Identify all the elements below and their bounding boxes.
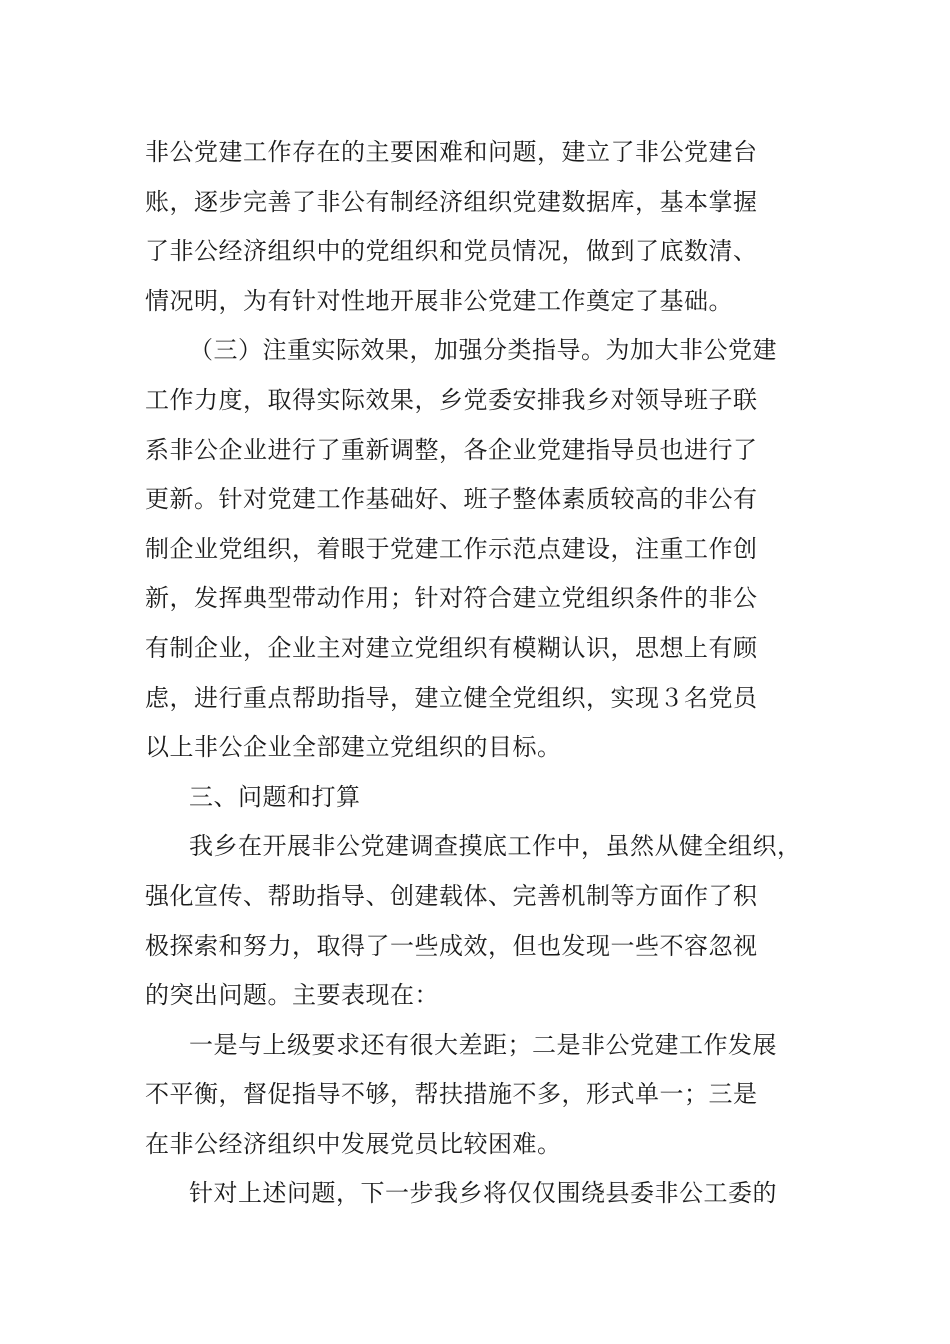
section-heading: 三、问题和打算 xyxy=(189,782,361,811)
text-line: 非公党建工作存在的主要困难和问题，建立了非公党建台 xyxy=(145,138,758,166)
text-line: 在非公经济组织中发展党员比较困难。 xyxy=(145,1129,562,1158)
text-line: 有制企业，企业主对建立党组织有模糊认识，思想上有顾 xyxy=(145,633,758,662)
text-line: 更新。针对党建工作基础好、班子整体素质较高的非公有 xyxy=(145,485,758,514)
text-line: 制企业党组织，着眼于党建工作示范点建设，注重工作创 xyxy=(145,534,758,563)
text-line: 针对上述问题，下一步我乡将仅仅围绕县委非公工委的 xyxy=(189,1179,777,1208)
text-line: 情况明，为有针对性地开展非公党建工作奠定了基础。 xyxy=(145,286,733,315)
text-line: 极探索和努力，取得了一些成效，但也发现一些不容忽视 xyxy=(145,931,758,960)
text-line: 的突出问题。主要表现在： xyxy=(145,981,439,1010)
document-body xyxy=(145,128,815,1219)
text-line: 账，逐步完善了非公有制经济组织党建数据库，基本掌握 xyxy=(145,187,758,216)
text-line: 强化宣传、帮助指导、创建载体、完善机制等方面作了积 xyxy=(145,881,758,910)
text-line: 虑，进行重点帮助指导，建立健全党组织，实现３名党员 xyxy=(145,683,758,712)
text-line: 了非公经济组织中的党组织和党员情况，做到了底数清、 xyxy=(145,237,758,266)
text-line: 以上非公企业全部建立党组织的目标。 xyxy=(145,733,562,762)
text-line: 一是与上级要求还有很大差距；二是非公党建工作发展 xyxy=(189,1030,777,1059)
text-line: 系非公企业进行了重新调整，各企业党建指导员也进行了 xyxy=(145,435,758,464)
text-line: 新，发挥典型带动作用；针对符合建立党组织条件的非公 xyxy=(145,584,758,613)
text-line: 工作力度，取得实际效果，乡党委安排我乡对领导班子联 xyxy=(145,385,758,414)
text-line: 我乡在开展非公党建调查摸底工作中，虽然从健全组织， xyxy=(189,832,802,861)
text-line: 不平衡，督促指导不够，帮扶措施不多，形式单一；三是 xyxy=(145,1080,758,1109)
text-line: （三）注重实际效果，加强分类指导。为加大非公党建 xyxy=(189,336,777,365)
